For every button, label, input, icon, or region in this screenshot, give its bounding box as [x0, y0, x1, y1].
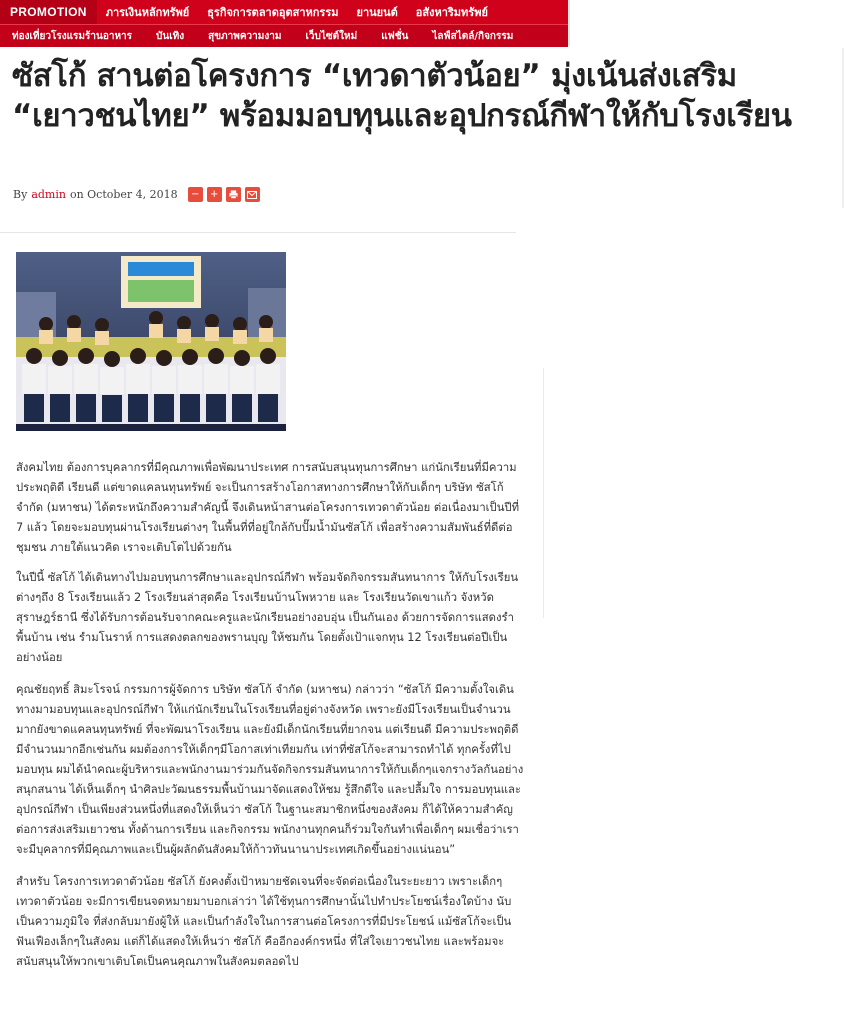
article-paragraph-3: คุณชัยฤทธิ์ สิมะโรจน์ กรรมการผู้จัดการ บริษัท ซัสโก้ จำกัด (มหาชน) กล่าวว่า “ซัสโก้ มีความตั้งใจเดินทางมามอบทุนและอุปกรณ์กีฬา ให้แก่นักเรียนในโรงเรียนที่อยู่ต่างจังหวัด เพราะยังมีโรงเรียนเป็นจำนวนมากยังขาดแคลนทุนทรัพย์ ที่จะพัฒนาโรงเรียน และยังมีเด็กนักเรียนที่ยากจน แต่เรียนดี มีความประพฤติดี มีจำนวนมากอีกเช่นกัน ผมต้องการให้เด็กๆมีโอกาสเท่าเทียมกัน เท่าที่ซัสโก้จะสามารถทำได้ ทุกครั้งที่ไปมอบทุน ผมได้นำคณะผู้บริหารและพนักงานมาร่วมกันจัดกิจกรรมสันทนาการให้กับเด็กๆแจกรางวัลกันอย่างสนุกสนาน ได้เห็นเด็กๆ นำศิลปะวัฒนธรรมพื้นบ้านมาจัดแสดงให้ชม รู้สึกดีใจ และปลื้มใจ การมอบทุนและอุปกรณ์กีฬา เป็นเพียงส่วนหนึ่งที่แสดงให้เห็นว่า ซัสโก้ ในฐานะสมาชิกหนึ่งของสังคม ก็ได้ให้ความสำคัญต่อการส่งเสริมเยาวชน ทั้งด้านการเรียน และกิจกรรม พนักงานทุกคนก็ร่วมใจกันทำเพื่อเด็กๆ ผมเชื่อว่าเราจะมีบุคลากรที่มีคุณภาพและเป็นผู้ผลักดันสังคมให้ก้าวทันนานาประเทศเกิดขึ้นอย่างแน่นอน”	[16, 683, 524, 856]
nav-item-business-industry[interactable]: ธุรกิจการตลาดอุตสาหกรรม	[207, 6, 339, 19]
share-tools	[188, 187, 264, 202]
nav-item-entertainment[interactable]: บันเทิง	[156, 30, 185, 42]
column-divider	[543, 368, 544, 618]
article-photo	[16, 252, 286, 431]
nav-row-secondary	[0, 24, 568, 47]
by-label: By	[13, 188, 28, 201]
publish-date: on October 4, 2018	[69, 188, 178, 201]
article-title: ซัสโก้ สานต่อโครงการ “เทวดาตัวน้อย” มุ่งเน้นส่งเสริม “เยาวชนไทย” พร้อมมอบทุนและอุปกรณ์กีฬาให้กับโรงเรียน	[12, 58, 792, 134]
article-paragraph-2: ในปีนี้ ซัสโก้ ได้เดินทางไปมอบทุนการศึกษาและอุปกรณ์กีฬา พร้อมจัดกิจกรรมสันทนาการ ให้กับโรงเรียนต่างๆถึง 8 โรงเรียนแล้ว 2 โรงเรียนล่าสุดคือ โรงเรียนบ้านโพหวาย และ โรงเรียนวัดเขาแก้ว จังหวัดสุราษฎร์ธานี ซึ่งได้รับการต้อนรับจากคณะครูและนักเรียนอย่างอบอุ่น เป็นกันเอง ด้วยการจัดการแสดงรำพื้นบ้าน เช่น รำมโนราห์ การแสดงตลกของพรานบุญ ให้ชมกัน โดยตั้งเป้าแจกทุน 12 โรงเรียนต่อปีเป็นอย่างน้อย	[16, 571, 519, 664]
header-divider	[0, 232, 516, 233]
nav-item-fashion[interactable]: แฟชั่น	[381, 30, 409, 42]
nav-item-lifestyle[interactable]: ไลฟ์สไตล์/กิจกรรม	[432, 30, 514, 42]
article-paragraph-1: สังคมไทย ต้องการบุคลากรที่มีคุณภาพเพื่อพัฒนาประเทศ การสนับสนุนทุนการศึกษา แก่นักเรียนที่มีความประพฤติดี เรียนดี แต่ขาดแคลนทุนทรัพย์ จะเป็นการสร้างโอกาสทางการศึกษาให้กับเด็กๆ บริษัท ซัสโก้ จำกัด (มหาชน) ได้ตระหนักถึงความสำคัญนี้ จึงเดินหน้าสานต่อโครงการเทวดาตัวน้อย ต่อเนื่องมาเป็นปีที่ 7 แล้ว โดยจะมอบทุนผ่านโรงเรียนต่างๆ ในพื้นที่ที่อยู่ใกล้กับปั๊มน้ำมันซัสโก้ เพื่อสร้างความสัมพันธ์ที่ดีต่อชุมชน ภายใต้แนวคิด เราจะเติบโตไปด้วยกัน	[16, 461, 520, 554]
nav-item-travel-hotel[interactable]: ท่องเที่ยวโรงแรมร้านอาหาร	[12, 30, 133, 42]
nav-item-health-beauty[interactable]: สุขภาพความงาม	[208, 30, 282, 42]
top-navigation	[0, 0, 568, 47]
article-body	[16, 458, 526, 984]
nav-edge	[568, 0, 570, 46]
plus-icon[interactable]: +	[207, 187, 222, 202]
author-link[interactable]: admin	[31, 188, 66, 201]
article-meta	[13, 187, 264, 202]
nav-item-real-estate[interactable]: อสังหาริมทรัพย์	[415, 6, 488, 19]
nav-brand-promotion[interactable]: PROMOTION	[0, 0, 97, 24]
article-paragraph-4: สำหรับ โครงการเทวดาตัวน้อย ซัสโก้ ยังคงตั้งเป้าหมายชัดเจนที่จะจัดต่อเนื่องในระยะยาว เพราะเด็กๆเทวดาตัวน้อย จะมีการเขียนจดหมายมาบอกเล่าว่า ได้ใช้ทุนการศึกษานั้นไปทำประโยชน์เรื่องใดบ้าง นับเป็นความภูมิใจ ที่ส่งกลับมายังผู้ให้ และเป็นกำลังใจในการสานต่อโครงการที่มีประโยชน์ แม้ซัสโก้จะเป็นฟันเฟืองเล็กๆในสังคม แต่ก็ได้แสดงให้เห็นว่า ซัสโก้ คืออีกองค์กรหนึ่ง ที่ใส่ใจเยาวชนไทย และพร้อมจะสนับสนุนให้พวกเขาเติบโตเป็นคนคุณภาพในสังคมตลอดไป	[16, 875, 512, 968]
print-icon[interactable]	[226, 187, 241, 202]
nav-item-new-websites[interactable]: เว็บไซต์ใหม่	[305, 30, 358, 42]
minus-icon[interactable]: −	[188, 187, 203, 202]
nav-item-finance[interactable]: ภารเงินหลักทรัพย์	[105, 6, 190, 19]
nav-item-automotive[interactable]: ยานยนต์	[356, 6, 398, 19]
mail-icon[interactable]	[245, 187, 260, 202]
nav-row-primary	[0, 0, 568, 24]
